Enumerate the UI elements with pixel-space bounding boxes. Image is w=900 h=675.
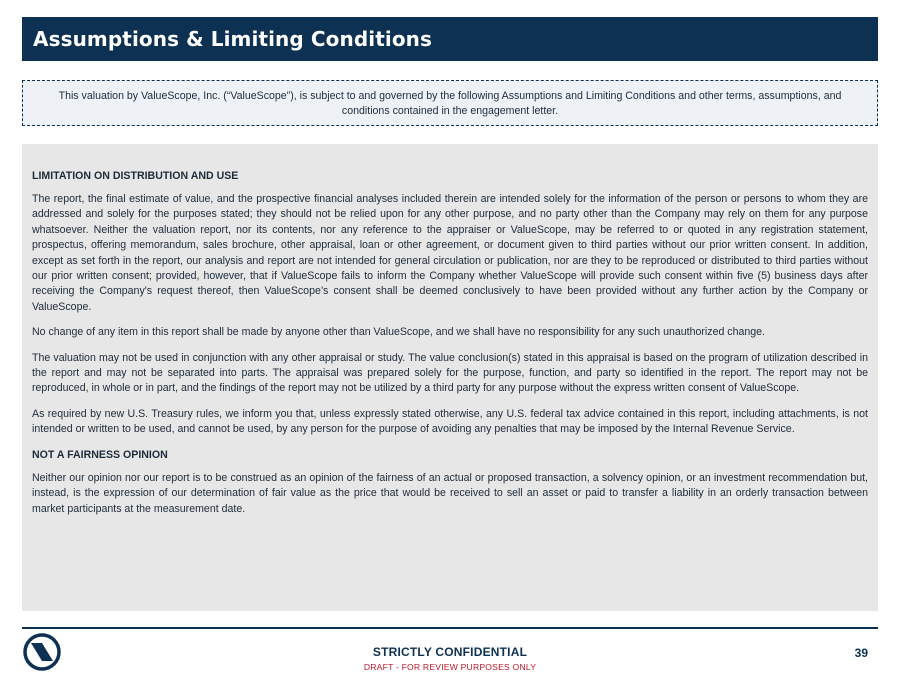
paragraph: The valuation may not be used in conjunction with any other appraisal or study. The value conclusion(s) stated in this appraisal is based on the program of utilization described in the report and may not be separated into parts. The appraisal was prepared solely for the purpose, function, and party so identified in the report. The report may not be reproduced, in whole or in part, and the findings of the report may not be utilized by a third party for any purpose without the express written consent of ValueScope.	[32, 351, 868, 395]
paragraph: Neither our opinion nor our report is to be construed as an opinion of the fairness of an actual or proposed transaction, a solvency opinion, or an investment recommendation but, instead, is the expression of our determination of fair value as the price that would be received to sell an asset or paid to transfer a liability in an orderly transaction between market participants at the measurement date.	[32, 471, 868, 515]
section-heading-distribution: LIMITATION ON DISTRIBUTION AND USE	[32, 170, 239, 182]
paragraph: The report, the final estimate of value, and the prospective financial analyses included therein are intended solely for the information of the person or persons to whom they are addressed and solely for the purposes stated; they should not be relied upon for any other purpose, and no party other than the Company may rely on them for any purpose whatsoever. Neither the valuation report, nor its contents, nor any reference to the appraiser or ValueScope, may be referred to or quoted in any registration statement, prospectus, offering memorandum, sales brochure, other appraisal, loan or other agreement, or document given to third parties without our prior written consent. In addition, except as set forth in the report, our analysis and report are not intended for general circulation or publication, nor are they to be reproduced or distributed to third parties without our prior written consent; provided, however, that if ValueScope fails to inform the Company whether ValueScope will provide such consent within five (5) business days after receiving the Company's request thereof, then ValueScope’s consent shall be deemed conclusively to have been provided without any further action by the Company or ValueScope.	[32, 193, 868, 313]
section-heading-fairness: NOT A FAIRNESS OPINION	[32, 448, 168, 461]
page-number: 39	[854, 646, 868, 660]
paragraph: As required by new U.S. Treasury rules, we inform you that, unless expressly stated otherwise, any U.S. federal tax advice contained in this report, including attachments, is not intended or written to be used, and cannot be used, by any person for the purpose of avoiding any penalties that may be imposed by the Internal Revenue Service.	[32, 407, 868, 436]
intro-text: This valuation by ValueScope, Inc. (“ValueScope”), is subject to and governed by the following Assumptions and Limiting Conditions and other terms, assumptions, and conditions contained in the engagement letter.	[58, 90, 842, 117]
intro-callout	[22, 80, 878, 126]
draft-label: DRAFT - FOR REVIEW PURPOSES ONLY	[363, 662, 537, 672]
content-panel	[22, 144, 878, 611]
paragraph: No change of any item in this report shall be made by anyone other than ValueScope, and we shall have no responsibility for any such unauthorized change.	[32, 326, 765, 339]
confidential-label: STRICTLY CONFIDENTIAL	[372, 645, 528, 659]
page-title: Assumptions & Limiting Conditions	[22, 17, 878, 61]
footer-divider	[22, 627, 878, 629]
